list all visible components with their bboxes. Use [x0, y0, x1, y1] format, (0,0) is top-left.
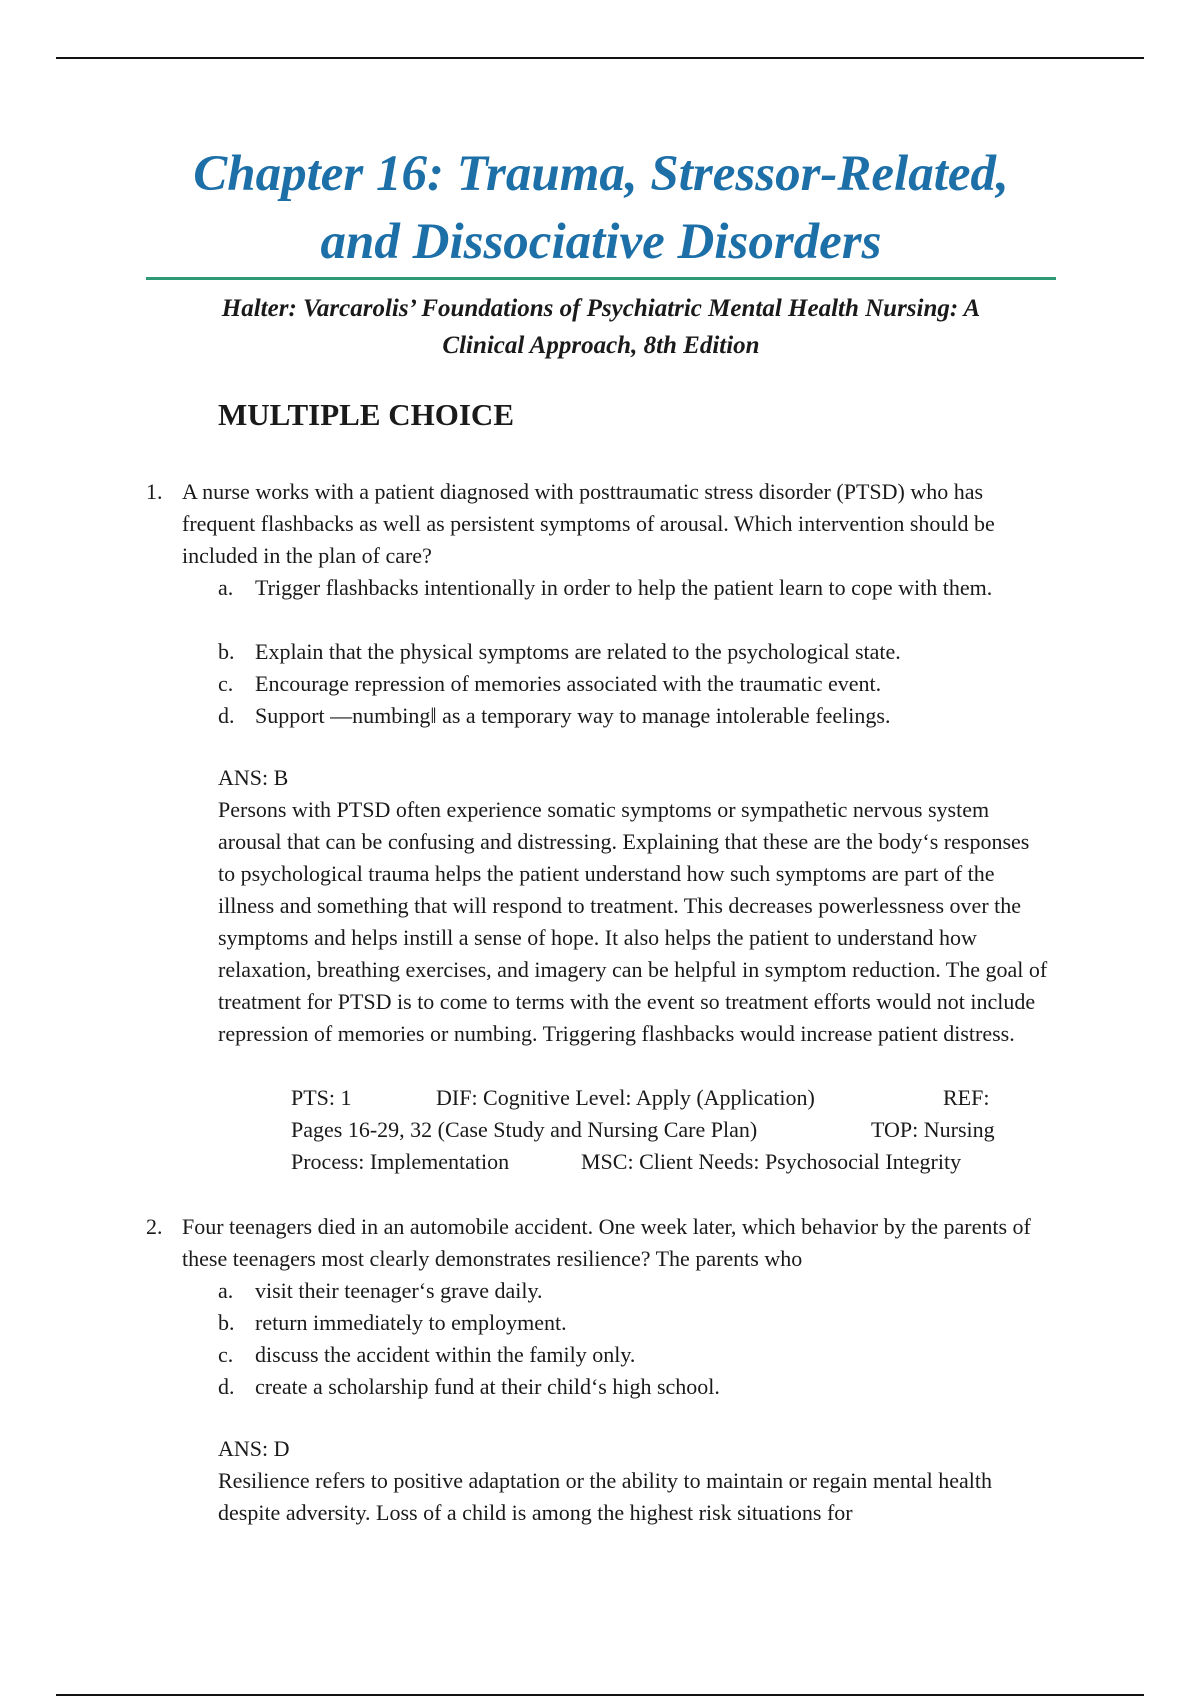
option-text: Support ―numbing‖ as a temporary way to manage intolerable feelings. — [255, 703, 891, 728]
option-letter: c. — [218, 1342, 234, 1367]
option-text: return immediately to employment. — [255, 1310, 567, 1335]
option-text: visit their teenager‘s grave daily. — [255, 1278, 543, 1303]
question-stem: A nurse works with a patient diagnosed with posttraumatic stress disorder (PTSD) who has frequent flashbacks as well as persistent symptoms of arousal. Which intervention should be included in the plan of care? — [182, 479, 995, 568]
answer-key: ANS: D — [218, 1436, 290, 1461]
option-letter: d. — [218, 1374, 235, 1399]
title-underline — [146, 277, 1056, 280]
footer-rule — [56, 1694, 1144, 1696]
option-letter: c. — [218, 671, 234, 696]
question-metadata — [291, 1082, 1021, 1178]
meta-pts: PTS: 1 — [291, 1085, 352, 1110]
book-subtitle-line1: Halter: Varcarolis’ Foundations of Psychiatric Mental Health Nursing: A — [221, 295, 981, 322]
chapter-title-line2: and Dissociative Disorders — [320, 214, 882, 270]
meta-top-value: Process: Implementation — [291, 1149, 510, 1174]
meta-msc: MSC: Client Needs: Psychosocial Integrity — [581, 1149, 962, 1174]
option-text: Trigger flashbacks intentionally in order to help the patient learn to cope with them. — [255, 575, 993, 600]
option-letter: b. — [218, 639, 235, 664]
chapter-title — [146, 140, 1056, 276]
option-text: discuss the accident within the family only. — [255, 1342, 636, 1367]
meta-top-label: TOP: Nursing — [871, 1117, 995, 1142]
option-letter: d. — [218, 703, 235, 728]
option-text: create a scholarship fund at their child‘s high school. — [255, 1374, 720, 1399]
option-letter: b. — [218, 1310, 235, 1335]
chapter-title-line1: Chapter 16: Trauma, Stressor-Related, — [193, 146, 1009, 202]
section-heading: MULTIPLE CHOICE — [218, 397, 514, 432]
meta-ref-pages: Pages 16-29, 32 (Case Study and Nursing Care Plan) — [291, 1117, 758, 1142]
answer-key: ANS: B — [218, 765, 289, 790]
question-stem: Four teenagers died in an automobile accident. One week later, which behavior by the parents of these teenagers most clearly demonstrates resilience? The parents who — [182, 1214, 1031, 1271]
option-text: Explain that the physical symptoms are related to the psychological state. — [255, 639, 901, 664]
option-letter: a. — [218, 1278, 234, 1303]
question-number: 2. — [146, 1214, 163, 1239]
question-number: 1. — [146, 479, 163, 504]
meta-dif: DIF: Cognitive Level: Apply (Application) — [436, 1085, 815, 1110]
option-letter: a. — [218, 575, 234, 600]
book-subtitle-line2: Clinical Approach, 8th Edition — [442, 332, 760, 359]
rationale: Resilience refers to positive adaptation or the ability to maintain or regain mental health despite adversity. Loss of a child is among the highest risk situations for — [218, 1468, 993, 1525]
book-subtitle — [146, 290, 1056, 364]
option-text: Encourage repression of memories associated with the traumatic event. — [255, 671, 882, 696]
meta-ref-label: REF: — [943, 1085, 990, 1110]
rationale: Persons with PTSD often experience somatic symptoms or sympathetic nervous system arousal that can be confusing and distressing. Explaining that these are the body‘s responses to psychological trauma helps the patient understand how such symptoms are part of the illness and something that will respond to treatment. This decreases powerlessness over the symptoms and helps instill a sense of hope. It also helps the patient to understand how relaxation, breathing exercises, and imagery can be helpful in symptom reduction. The goal of treatment for PTSD is to come to terms with the event so treatment efforts would not include repression of memories or numbing. Triggering flashbacks would increase patient distress. — [218, 797, 1048, 1046]
header-rule — [56, 57, 1144, 59]
